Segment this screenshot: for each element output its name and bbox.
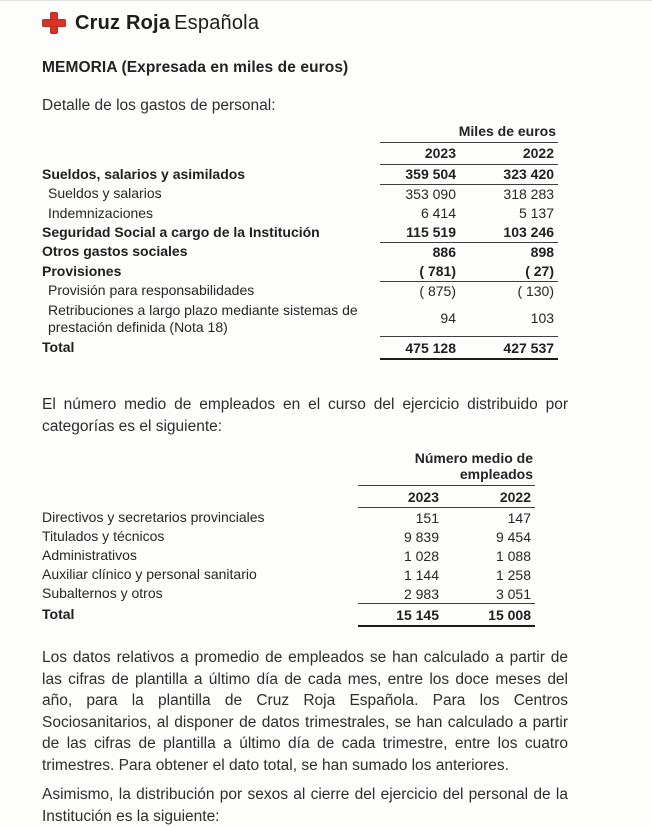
table-row [42, 527, 535, 546]
row-value-2023: 94 [380, 301, 460, 337]
row-label: Total [42, 339, 75, 356]
table-row [42, 164, 558, 184]
row-value-2022: 9 454 [495, 528, 531, 545]
table-row [42, 281, 558, 301]
empty-cell [42, 122, 380, 143]
row-label: Provisiones [42, 262, 122, 279]
empty-cell [42, 142, 380, 164]
row-value-2022: 318 283 [503, 186, 555, 202]
row-value-2023: 886 [432, 244, 456, 260]
row-value-2023: 353 090 [405, 186, 456, 202]
empty-cell [42, 449, 358, 486]
table-row [42, 223, 558, 243]
table-row [42, 204, 558, 223]
brand-name-bold: Cruz Roja [75, 11, 171, 34]
table-row [42, 565, 535, 584]
row-value-2022: 427 537 [460, 337, 558, 360]
row-value-2023: 359 504 [380, 164, 460, 184]
row-value-2022: 898 [530, 244, 555, 260]
table-row [42, 508, 535, 528]
row-label: Indemnizaciones [48, 204, 154, 221]
intro-line: Detalle de los gastos de personal: [42, 97, 276, 114]
row-value-2022: 5 137 [518, 205, 555, 221]
year-header-row [42, 142, 558, 164]
row-value-2022: ( 27) [460, 262, 558, 282]
table2-year-2023: 2023 [358, 486, 443, 508]
row-value-2023: ( 875) [419, 283, 456, 299]
table-total-row [42, 604, 535, 627]
row-label: Otros gastos sociales [42, 243, 188, 260]
table-total-row [42, 337, 558, 360]
row-label: Directivos y secretarios provinciales [42, 508, 265, 525]
table-row [42, 584, 535, 604]
row-value-2023: 115 519 [380, 223, 460, 243]
table2-year-2022: 2022 [443, 486, 535, 508]
avg-employees-paragraph: El número medio de empleados en el curso del ejercicio distribuido por categorías es el siguiente: [42, 396, 568, 435]
table-row [42, 301, 558, 337]
table-row [42, 242, 558, 262]
brand-header [42, 10, 568, 36]
row-label: Sueldos, salarios y asimilados [42, 165, 246, 182]
table-row [42, 184, 558, 204]
row-label: Subalternos y otros [42, 585, 163, 602]
table2-unit-header: Número medio de empleados [358, 449, 535, 486]
row-value-2023: 9 839 [403, 528, 439, 545]
personnel-expenses-table [42, 122, 558, 361]
row-value-2022: 1 088 [495, 547, 531, 564]
row-value-2022: 103 246 [460, 223, 558, 243]
table1-year-2023: 2023 [380, 142, 460, 164]
memoria-title: MEMORIA (Expresada en miles de euros) [42, 59, 349, 76]
avg-employees-table [42, 449, 535, 627]
row-value-2023: 2 983 [358, 584, 443, 604]
unit-header-row [42, 449, 535, 486]
row-value-2022: ( 130) [517, 283, 555, 299]
row-value-2023: 1 144 [403, 566, 439, 583]
brand-name [75, 12, 259, 35]
row-value-2023: 475 128 [380, 337, 460, 360]
row-label: Provisión para responsabilidades [48, 282, 255, 299]
unit-header-row [42, 122, 558, 143]
row-value-2023: ( 781) [380, 262, 460, 282]
table-row [42, 262, 558, 282]
empty-cell [42, 486, 358, 508]
sex-distribution-paragraph: Asimismo, la distribución por sexos al cierre del ejercicio del personal de la Institución es la siguiente: [42, 786, 568, 825]
row-value-2023: 6 414 [420, 205, 456, 221]
year-header-row [42, 486, 535, 508]
row-label: Total [42, 606, 75, 623]
row-value-2022: 147 [507, 509, 531, 526]
row-value-2022: 323 420 [460, 164, 558, 184]
row-label: Administrativos [42, 547, 137, 563]
row-label: Titulados y técnicos [42, 528, 165, 544]
row-value-2022: 3 051 [443, 584, 535, 604]
row-value-2022: 1 258 [495, 566, 531, 583]
table1-year-2022: 2022 [460, 142, 558, 164]
brand-name-regular: Española [174, 11, 260, 34]
row-value-2023: 15 145 [358, 604, 443, 627]
red-cross-icon [42, 12, 66, 34]
row-label: Sueldos y salarios [48, 185, 162, 202]
row-value-2022: 15 008 [443, 604, 535, 627]
red-cross-horizontal-bar [42, 19, 66, 27]
table1-unit-header: Miles de euros [380, 122, 558, 143]
table-row [42, 546, 535, 565]
row-value-2023: 151 [415, 509, 439, 526]
calculation-note-paragraph: Los datos relativos a promedio de empleados se han calculado a partir de las cifras de plantilla a último día de cada mes, entre los doce meses del año, para la plantilla de Cruz Roja Española. Para los Centros Sociosanitarios, al disponer de datos trimestrales, se han calculado a partir de las cifras de plantilla a último día de cada trimestre, entre los cuatro trimestres. Para obtener el dato total, se han sumado los anteriores. [42, 649, 568, 774]
row-label: Auxiliar clínico y personal sanitario [42, 566, 257, 582]
row-value-2023: 1 028 [403, 547, 439, 564]
row-label: Retribuciones a largo plazo mediante sistemas de prestación definida (Nota 18) [48, 301, 358, 335]
row-label: Seguridad Social a cargo de la Institución [42, 223, 320, 240]
row-value-2022: 103 [460, 301, 558, 337]
